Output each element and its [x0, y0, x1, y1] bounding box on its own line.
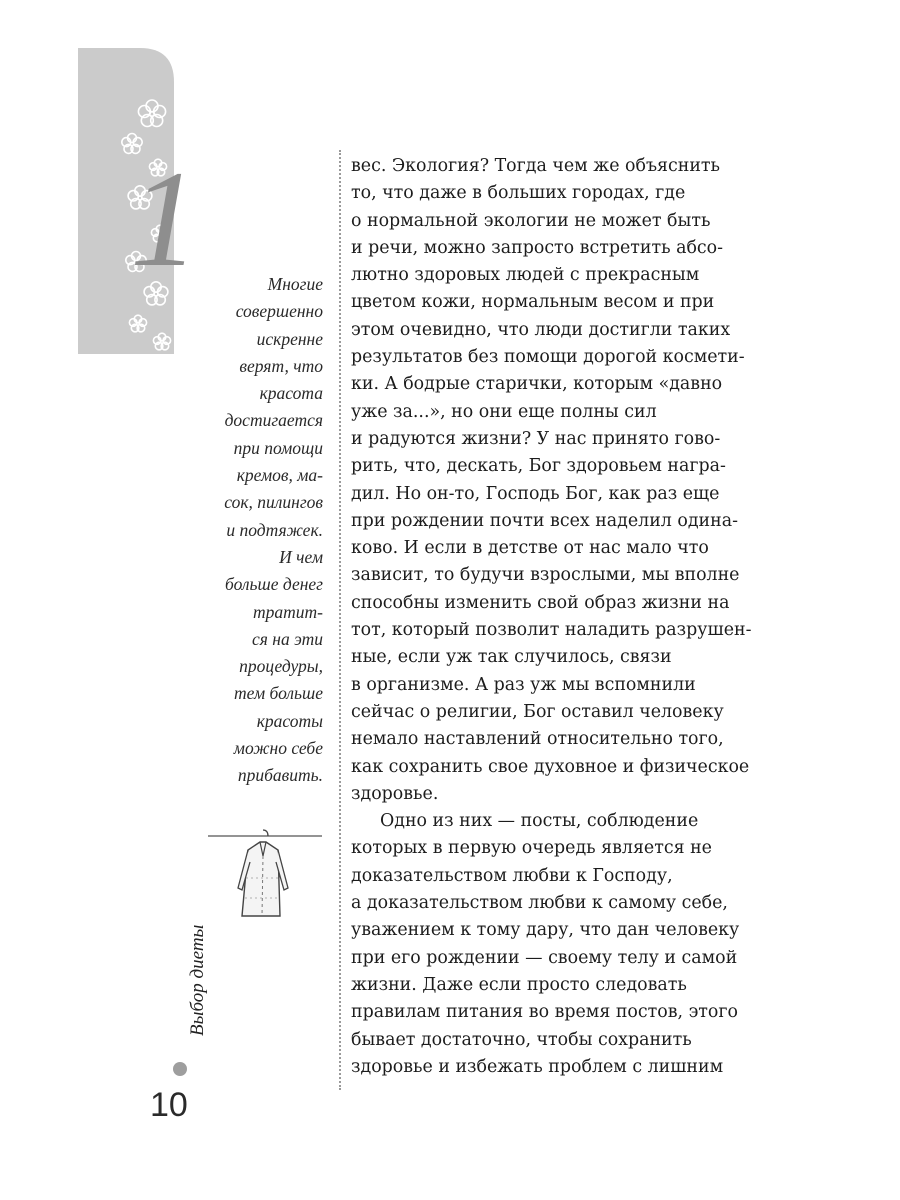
- body-line: Одно из них — посты, соблюдение: [380, 811, 699, 832]
- body-line: и речи, можно запросто встретить абсо-: [351, 237, 724, 258]
- chapter-number: 1: [130, 142, 199, 295]
- body-text: [351, 153, 771, 1081]
- body-line: ные, если уж так случилось, связи: [351, 647, 672, 668]
- sidenote-line: И чем: [279, 546, 323, 567]
- body-line: цветом кожи, нормальным весом и при: [351, 292, 715, 313]
- body-line: а доказательством любви к самому себе,: [351, 893, 728, 914]
- sidenote-line: Многие: [267, 274, 323, 294]
- body-line: этом очевидно, что люди достигли таких: [351, 319, 731, 340]
- body-line: сейчас о религии, Бог оставил человеку: [351, 701, 724, 722]
- body-line: немало наставлений относительно того,: [351, 729, 724, 750]
- sidenote-line: кремов, ма-: [236, 465, 323, 486]
- column-divider: [339, 150, 341, 1090]
- body-line: дил. Но он-то, Господь Бог, как раз еще: [351, 483, 720, 504]
- sidenote-line: искренне: [256, 328, 323, 349]
- body-line: ки. А бодрые старички, которым «давно: [351, 374, 723, 395]
- body-line: здоровье и избежать проблем с лишним: [351, 1056, 724, 1077]
- sidenote-line: верят, что: [239, 355, 323, 376]
- body-line: ково. И если в детстве от нас мало что: [351, 538, 709, 559]
- page-number: 10: [150, 1086, 188, 1124]
- body-line: как сохранить свое духовное и физическое: [351, 756, 750, 777]
- body-line: результатов без помощи дорогой космети-: [351, 347, 745, 368]
- sidenote-line: больше денег: [225, 574, 323, 595]
- section-dot: [173, 1062, 187, 1076]
- body-line: вес. Экология? Тогда чем же объяснить: [351, 156, 720, 176]
- body-line: уже за...», но они еще полны сил: [351, 401, 657, 422]
- sidenote-line: совершенно: [235, 301, 323, 322]
- body-line: при рождении почти всех наделил одина-: [351, 510, 738, 531]
- sidenote-line: красоты: [256, 710, 323, 731]
- coat-hanger-icon: [208, 828, 324, 928]
- sidenote-line: процедуры,: [239, 656, 323, 677]
- sidenote-line: тем больше: [234, 683, 323, 704]
- sidenote-line: сок, пилингов: [224, 492, 323, 513]
- body-line: при его рождении — своему телу и самой: [351, 947, 738, 968]
- sidenote: [205, 271, 323, 790]
- running-title: Выбор диеты: [187, 924, 208, 1036]
- body-line: лютно здоровых людей с прекрасным: [351, 265, 700, 286]
- sidenote-line: ся на эти: [252, 628, 323, 649]
- body-line: зависит, то будучи взрослыми, мы вполне: [351, 565, 740, 586]
- sidenote-line: можно себе: [233, 738, 323, 759]
- body-line: доказательством любви к Господу,: [351, 865, 673, 886]
- body-line: рить, что, дескать, Бог здоровьем награ-: [351, 456, 726, 477]
- body-line: в организме. А раз уж мы вспомнили: [351, 674, 696, 695]
- body-line: и радуются жизни? У нас принято гово-: [351, 428, 721, 449]
- body-line: тот, который позволит наладить разрушен-: [351, 620, 752, 641]
- sidenote-line: тратит-: [253, 601, 323, 622]
- body-line: уважением к тому дару, что дан человеку: [351, 920, 740, 941]
- sidenote-line: при помощи: [233, 437, 323, 458]
- body-line: правилам питания во время постов, этого: [351, 1002, 738, 1023]
- body-line: о нормальной экологии не может быть: [351, 210, 711, 231]
- body-line: жизни. Даже если просто следовать: [351, 974, 687, 995]
- sidenote-line: и подтяжек.: [226, 519, 323, 540]
- sidenote-line: достигается: [224, 410, 323, 431]
- body-line: способны изменить свой образ жизни на: [351, 592, 730, 613]
- body-line: здоровье.: [351, 783, 439, 804]
- body-line: то, что даже в больших городах, где: [351, 183, 686, 204]
- body-line: бывает достаточно, чтобы сохранить: [351, 1029, 692, 1050]
- body-line: которых в первую очередь является не: [351, 838, 712, 859]
- sidenote-line: прибавить.: [237, 765, 323, 786]
- sidenote-line: красота: [259, 383, 323, 404]
